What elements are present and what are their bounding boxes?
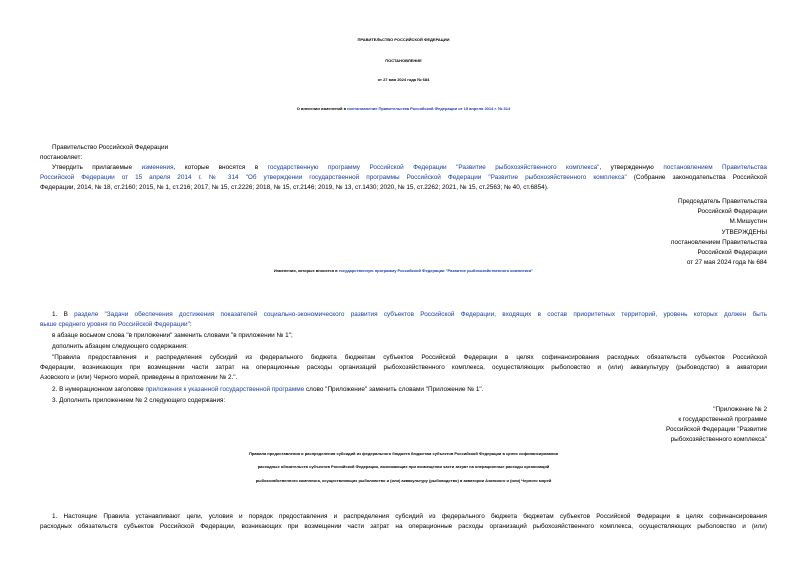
intro-paragraph-line1: Утвердить прилагаемые изменения, которые вносятся в государственную программу Российской Федерации "Развитие рыбохозяйственного комплекса", утвержденную постановлением Правительства: [52, 164, 767, 171]
appendix-ref-line4: рыбохозяйственного комплекса": [670, 436, 767, 443]
signature-country: Российской Федерации: [697, 208, 767, 215]
rules-title-line3: рыбохозяйственного комплекса, осуществляющих рыболовство и (или) аквакультуру (рыбоводство) в акватории Азовского и (или) Черного морей: [255, 478, 552, 483]
signature-position: Председатель Правительства: [678, 198, 767, 205]
rules-p1-line2: расходных обязательств субъектов Российской Федерации, возникающих при возмещении части затрат на операционные расходы организаций рыбохозяйственного комплекса, осуществляющих рыболовство и (или): [40, 523, 767, 530]
approved-date: от 27 мая 2024 года № 684: [686, 259, 767, 266]
document-date-number: от 27 мая 2024 года № 684: [377, 77, 430, 82]
signature-name: М.Мишустин: [729, 218, 767, 225]
intro-paragraph-line2: Российской Федерации от 15 апреля 2014 г. № 314 "Об утверждении государственной программы Российской Федерации "Развитие рыбохозяйственного комплекса" (Собрание законодательства Российской: [40, 174, 767, 181]
changes-title: Изменения, которые вносятся в государственную программу Российской Федерации "Развитие рыбохозяйственного комплекса": [273, 268, 534, 273]
document-title: [0, 106, 807, 111]
intro-resolves: постановляет:: [40, 154, 83, 161]
changes-link[interactable]: изменения: [141, 164, 174, 171]
approved-heading: УТВЕРЖДЕНЫ: [721, 229, 767, 236]
item-1-line2: выше среднего уровня по Российской Федерации":: [40, 321, 192, 328]
amended-resolution-link[interactable]: постановление Правительства Российской Федерации от 15 апреля 2014 г. № 314: [347, 106, 511, 111]
rules-title-line1: Правила предоставления и распределения субсидий из федерального бюджета бюджетам субъектов Российской Федерации в целях софинансирования: [248, 451, 559, 456]
rules-title-line2: расходных обязательств субъектов Российской Федерации, возникающих при возмещении части затрат на операционные расходы организаций: [257, 464, 550, 469]
item-1-subpoint-1: в абзаце восьмом слова "в приложении" заменить словами "в приложении № 1";: [52, 332, 293, 339]
government-heading: ПРАВИТЕЛЬСТВО РОССИЙСКОЙ ФЕДЕРАЦИИ: [357, 37, 450, 42]
appendix-ref-line2: к государственной программе: [678, 416, 767, 423]
approved-country: Российской Федерации: [697, 249, 767, 256]
quote-line1: "Правила предоставления и распределения субсидий из федерального бюджета бюджетам субъектов Российской Федерации в целях софинансирования расходных обязательств субъектов Российской: [52, 354, 767, 361]
item-2: 2. В нумерационном заголовке приложения к указанной государственной программе слово "Приложение" заменить словами "Приложение № 1".: [52, 386, 484, 393]
rules-p1-line1: 1. Настоящие Правила устанавливают цели, условия и порядок предоставления и распределения субсидий из федерального бюджета бюджетам субъектов Российской Федерации в целях софинансирования: [52, 513, 767, 520]
resolution-link[interactable]: постановлением Правительства: [663, 164, 767, 171]
approved-by: постановлением Правительства: [671, 239, 767, 246]
item-3: 3. Дополнить приложением № 2 следующего содержания:: [52, 397, 226, 404]
section-link[interactable]: разделе "Задачи обеспечения достижения показателей социально-экономического развития субъектов Российской Федерации, входящих в состав приоритетных территорий, уровень которых должен быть: [74, 311, 767, 318]
intro-paragraph-line3: Федерации, 2014, № 18, ст.2160; 2015, № 1, ст.216; 2017, № 15, ст.2226; 2018, № 15, ст.2146; 2019, № 13, ст.1430; 2020, № 15, ст.2262; 2021, № 15, ст.2563; № 40, ст.6854).: [40, 184, 549, 191]
changes-title-program-link[interactable]: государственную программу Российской Федерации "Развитие рыбохозяйственного комплекса": [338, 268, 534, 273]
resolution-link-continued[interactable]: Российской Федерации от 15 апреля 2014 г. № 314 "Об утверждении государственной программы Российской Федерации "Развитие рыбохозяйственного комплекса": [40, 174, 627, 181]
intro-government: Правительство Российской Федерации: [52, 144, 169, 151]
document-type: ПОСТАНОВЛЕНИЕ: [385, 58, 422, 63]
quote-line2: Федерации, возникающих при возмещении части затрат на операционные расходы организаций рыбохозяйственного комплекса, осуществляющих рыболовство и (или) аквакультуру (рыбоводство) в акватории: [40, 364, 767, 371]
appendix-ref-line1: "Приложение № 2: [713, 406, 767, 413]
section-link-continued[interactable]: выше среднего уровня по Российской Федерации": [40, 321, 190, 328]
item-1-subpoint-2: дополнить абзацем следующего содержания:: [52, 343, 188, 350]
state-program-link[interactable]: государственную программу Российской Федерации "Развитие рыбохозяйственного комплекса": [267, 164, 600, 171]
appendix-link[interactable]: приложения к указанной государственной программе: [145, 386, 305, 393]
appendix-ref-line3: Российской Федерации "Развитие: [665, 426, 767, 433]
quote-line3: Азовского и (или) Черного морей, приведены в приложении № 2.".: [40, 374, 238, 381]
item-1-line1: 1. В разделе "Задачи обеспечения достижения показателей социально-экономического развития субъектов Российской Федерации, входящих в состав приоритетных территорий, уровень которых должен быть: [52, 311, 767, 318]
document-title-prefix: О внесении изменений в: [296, 106, 348, 111]
